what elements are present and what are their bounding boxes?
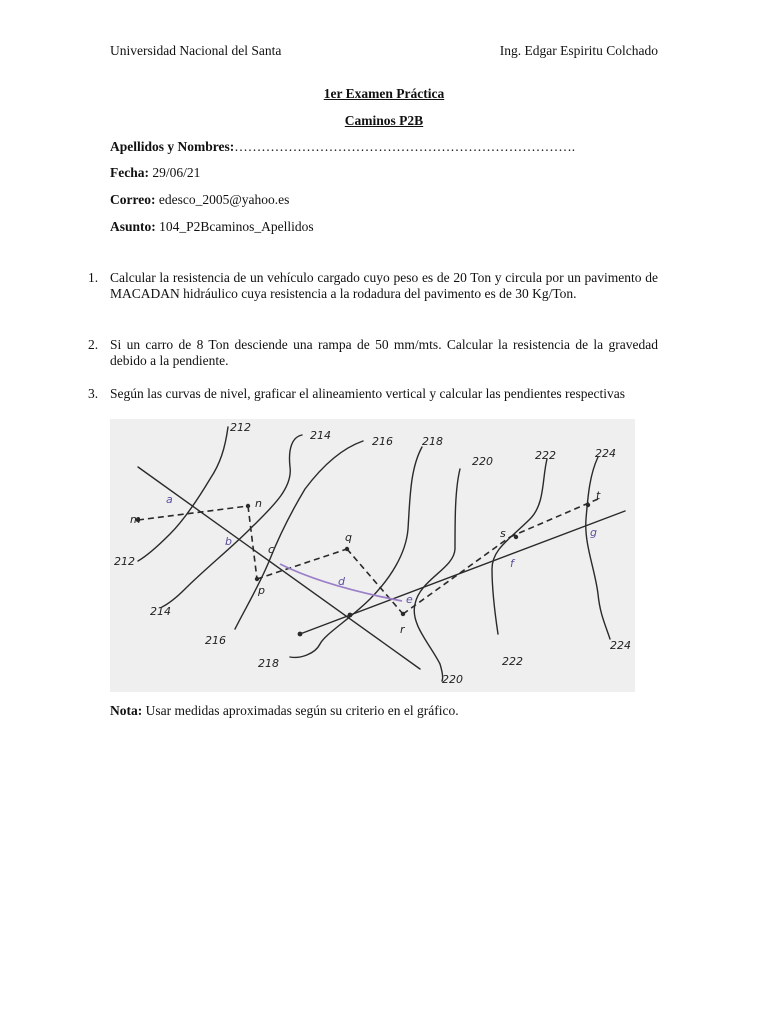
field-name-label: Apellidos y Nombres: xyxy=(110,139,235,154)
point-q-marker xyxy=(345,547,349,551)
field-date-value: 29/06/21 xyxy=(148,165,201,180)
contour-label-224-top: 224 xyxy=(595,447,616,460)
point-label-t: t xyxy=(596,489,601,502)
contour-214 xyxy=(162,435,302,607)
field-subject xyxy=(110,219,314,235)
contour-map-svg xyxy=(110,419,635,692)
contour-label-214-bottom: 214 xyxy=(150,605,171,618)
point-label-m: m xyxy=(130,513,141,526)
field-email-value: edesco_2005@yahoo.es xyxy=(155,192,290,207)
contour-label-220-bottom: 220 xyxy=(442,673,463,686)
point-label-r: r xyxy=(400,623,405,636)
point-label-n: n xyxy=(255,497,262,510)
alignment-m-n xyxy=(138,506,248,520)
point-label-p: p xyxy=(258,584,265,597)
question-3-number: 3. xyxy=(88,386,99,401)
field-name-value: …………………………………………………………………. xyxy=(234,139,576,154)
alignment-q-r xyxy=(347,549,403,614)
point-junction-marker xyxy=(348,613,353,618)
point-label-s: s xyxy=(500,527,506,540)
point-label-d: d xyxy=(338,575,345,588)
contour-216 xyxy=(235,441,363,629)
exam-title: 1er Examen Práctica xyxy=(323,86,445,101)
question-1-text: Calcular la resistencia de un vehículo cargado cuyo peso es de 20 Ton y circula por un pavimento de MACADAN hidráulico cuya resistencia a la rodadura del pavimento es de 30 Kg/Ton. xyxy=(110,270,658,301)
contour-label-214-top: 214 xyxy=(310,429,331,442)
point-label-f: f xyxy=(510,557,514,570)
field-date-label: Fecha: xyxy=(110,165,149,180)
point-n-marker xyxy=(246,504,250,508)
question-3-text: Según las curvas de nivel, graficar el alineamiento vertical y calcular las pendientes respectivas xyxy=(110,386,626,401)
question-2-number: 2. xyxy=(88,337,99,352)
contour-label-212-top: 212 xyxy=(230,421,251,434)
question-1-number: 1. xyxy=(88,270,99,285)
contour-label-216-bottom: 216 xyxy=(205,634,226,647)
point-p-marker xyxy=(255,577,259,581)
alignment-s-t xyxy=(510,499,598,537)
question-3 xyxy=(88,386,658,402)
contour-label-220-top: 220 xyxy=(472,455,493,468)
point-r-marker xyxy=(401,612,405,616)
point-label-e: e xyxy=(406,593,413,606)
contour-label-224-bottom: 224 xyxy=(610,639,631,652)
point-label-a: a xyxy=(166,493,173,506)
field-email xyxy=(110,192,289,208)
header-author: Ing. Edgar Espiritu Colchado xyxy=(499,43,658,58)
contour-224 xyxy=(586,457,610,639)
contour-label-218-bottom: 218 xyxy=(258,657,279,670)
field-name xyxy=(110,139,575,155)
contour-222 xyxy=(492,459,547,634)
contour-label-222-bottom: 222 xyxy=(502,655,523,668)
point-t-marker xyxy=(586,503,590,507)
field-email-label: Correo: xyxy=(110,192,156,207)
exam-subtitle: Caminos P2B xyxy=(344,113,424,128)
note xyxy=(110,703,459,719)
point-s-marker xyxy=(514,535,518,539)
point-label-g: g xyxy=(590,526,597,539)
contour-label-212-bottom: 212 xyxy=(114,555,135,568)
contour-map-figure xyxy=(110,419,635,692)
alignment-n-p xyxy=(248,506,257,579)
question-2 xyxy=(88,337,658,369)
question-1 xyxy=(88,270,658,302)
field-date xyxy=(110,165,200,181)
header-university: Universidad Nacional del Santa xyxy=(110,43,282,58)
contour-label-216-top: 216 xyxy=(372,435,393,448)
point-label-b: b xyxy=(225,535,232,548)
question-2-text: Si un carro de 8 Ton desciende una rampa de 50 mm/mts. Calcular la resistencia de la gravedad debido a la pendiente. xyxy=(110,337,658,368)
contour-220 xyxy=(414,469,460,681)
point-label-c: c xyxy=(268,543,275,556)
field-subject-label: Asunto: xyxy=(110,219,156,234)
note-label: Nota: xyxy=(110,703,143,718)
contour-212 xyxy=(138,427,228,561)
contour-label-218-top: 218 xyxy=(422,435,443,448)
note-text: Usar medidas aproximadas según su criterio en el gráfico. xyxy=(142,703,459,718)
field-subject-value: 104_P2Bcaminos_Apellidos xyxy=(155,219,314,234)
point-label-q: q xyxy=(345,531,352,544)
point-road-start-marker xyxy=(298,632,303,637)
contour-label-222-top: 222 xyxy=(535,449,556,462)
